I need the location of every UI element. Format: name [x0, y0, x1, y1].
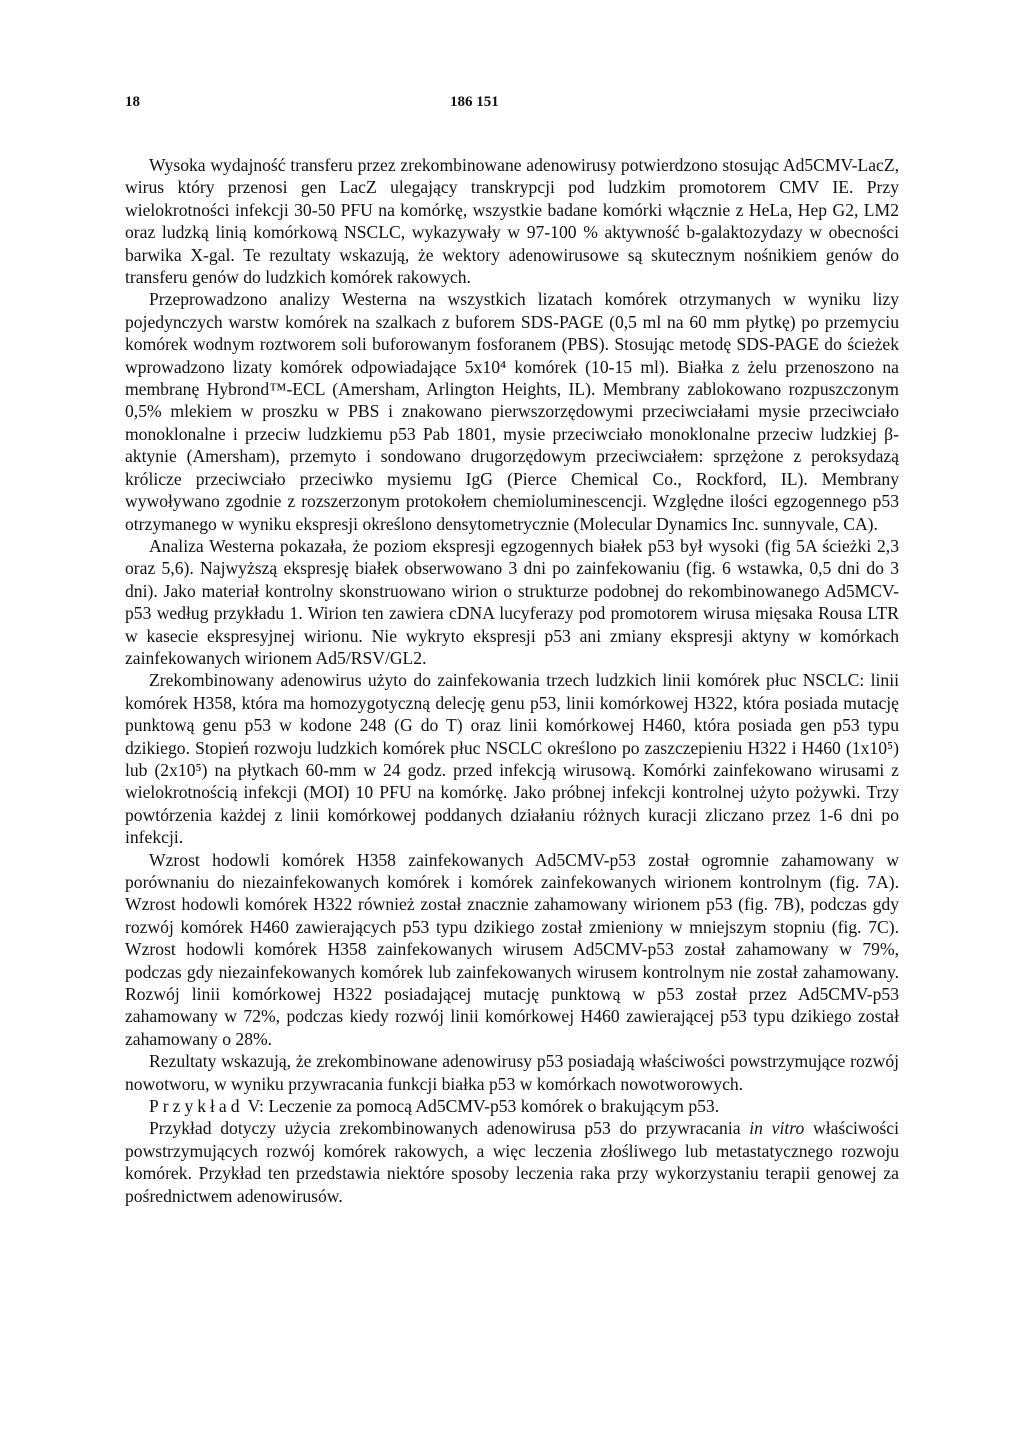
body-text: [125, 154, 899, 1207]
paragraph-western-analysis-results: Analiza Westerna pokazała, że poziom ekspresji egzogennych białek p53 był wysoki (fig 5A ścieżki 2,3 oraz 5,6). Najwyższą ekspresję białek obserwowano 3 dni po zainfekowaniu (fig. 6 wstawka, 0,5 dni do 3 dni). Jako materiał kontrolny skonstruowano wirion o strukturze podobnej do rekombinowanego Ad5MCV-p53 według przykładu 1. Wirion ten zawiera cDNA lucyferazy pod promotorem wirusa mięsaka Rousa LTR w kasecie ekspresyjnej wirionu. Nie wykryto ekspresji p53 ani zmiany ekspresji aktyny w komórkach zainfekowanych wirionem Ad5/RSV/GL2.: [125, 535, 899, 668]
example-text-after: właściwości powstrzymujących rozwój komórek rakowych, a więc leczenia złośliwego lub metastatycznego rozwoju komórek. Przykład ten przedstawia niektóre sposoby leczenia raka przy wykorzystaniu terapii genowej za pośrednictwem adenowirusów.: [125, 1118, 899, 1206]
example-label: Przykład: [149, 1096, 244, 1117]
page-number: 18: [125, 94, 140, 110]
example-heading: [125, 1095, 899, 1117]
paragraph-results-conclusion: Rezultaty wskazują, że zrekombinowane adenowirusy p53 posiadają właściwości powstrzymujące rozwój nowotworu, w wyniku przywracania funkcji białka p53 w komórkach nowotworowych.: [125, 1051, 899, 1094]
document-page: [125, 94, 899, 1207]
example-text-before: Przykład dotyczy użycia zrekombinowanych adenowirusa p53 do przywracania: [149, 1118, 750, 1139]
paragraph-nsclc-infection: Zrekombinowany adenowirus użyto do zainfekowania trzech ludzkich linii komórek płuc NSCLC: linii komórek H358, która ma homozygotyczną delecję genu p53, linii komórkowej H322, która posiada mutację punktową genu p53 w kodone 248 (G do T) oraz linii komórkowej H460, która posiada gen p53 typu dzikiego. Stopień rozwoju ludzkich komórek płuc NSCLC określono po zaszczepieniu H322 i H460 (1x10⁵) lub (2x10⁵) na płytkach 60-mm w 24 godz. przed infekcją wirusową. Komórki zainfekowano wirusami z wielokrotnością infekcji (MOI) 10 PFU na komórkę. Jako próbnej infekcji kontrolnej użyto pożywki. Trzy powtórzenia każdej z linii komórkowej poddanych działaniu różnych kuracji zliczano przez 1-6 dni po infekcji.: [125, 670, 899, 848]
example-title: V: Leczenie za pomocą Ad5CMV-p53 komórek o brakującym p53.: [243, 1096, 720, 1117]
paragraph-growth-inhibition: Wzrost hodowli komórek H358 zainfekowanych Ad5CMV-p53 został ogromnie zahamowany w porównaniu do niezainfekowanych komórek i komórek zainfekowanych wirionem kontrolnym (fig. 7A). Wzrost hodowli komórek H322 również został znacznie zahamowany wirionem p53 (fig. 7B), podczas gdy rozwój komórek H460 zawierających p53 typu dzikiego został zmieniony w mniejszym stopniu (fig. 7C). Wzrost hodowli komórek H358 zainfekowanych wirusem Ad5CMV-p53 został zahamowany w 79%, podczas gdy niezainfekowanych komórek lub zainfekowanych wirusem kontrolnym nie został zahamowany. Rozwój linii komórkowej H322 posiadającej mutację punktową w p53 został przez Ad5CMV-p53 zahamowany w 72%, podczas kiedy rozwój linii komórkowej H460 zawierającej p53 typu dzikiego został zahamowany o 28%.: [125, 849, 899, 1049]
paragraph-example-description: [125, 1117, 899, 1207]
paragraph-transfer-efficiency: Wysoka wydajność transferu przez zrekombinowane adenowirusy potwierdzono stosując Ad5CMV-LacZ, wirus który przenosi gen LacZ ulegający transkrypcji pod ludzkim promotorem CMV IE. Przy wielokrotności infekcji 30-50 PFU na komórkę, wszystkie badane komórki włącznie z HeLa, Hep G2, LM2 oraz ludzką linią komórkową NSCLC, wykazywały w 97-100 % aktywność b-galaktozydazy w obecności barwika X-gal. Te rezultaty wskazują, że wektory adenowirusowe są skutecznym nośnikiem genów do transferu genów do ludzkich komórek rakowych.: [125, 155, 899, 288]
example-text-italic: in vitro: [749, 1118, 805, 1139]
paragraph-western-analysis-method: Przeprowadzono analizy Westerna na wszystkich lizatach komórek otrzymanych w wyniku lizy pojedynczych warstw komórek na szalkach z buforem SDS-PAGE (0,5 ml na 60 mm płytkę) po przemyciu komórek wodnym roztworem soli buforowanym fosforanem (PBS). Stosując metodę SDS-PAGE do ścieżek wprowadzono lizaty komórek odpowiadające 5x10⁴ komórek (10-15 ml). Białka z żelu przenoszono na membranę Hybrond™-ECL (Amersham, Arlington Heights, IL). Membrany zablokowano rozpuszczonym 0,5% mlekiem w proszku w PBS i znakowano pierwszorzędowymi przeciwciałami mysie przeciwciało monoklonalne i przeciw ludzkiemu p53 Pab 1801, mysie przeciwciało monoklonalne przeciw ludzkiej β-aktynie (Amersham), przemyto i sondowano drugorzędowym przeciwciałem: sprzężone z peroksydazą królicze przeciwciało przeciwko mysiemu IgG (Pierce Chemical Co., Rockford, IL). Membrany wywoływano zgodnie z rozszerzonym protokołem chemioluminescencji. Względne ilości egzogennego p53 otrzymanego w wyniku ekspresji określono densytometrycznie (Molecular Dynamics Inc. sunnyvale, CA).: [125, 289, 899, 534]
page-header: [125, 94, 899, 120]
patent-number: 186 151: [450, 94, 499, 110]
